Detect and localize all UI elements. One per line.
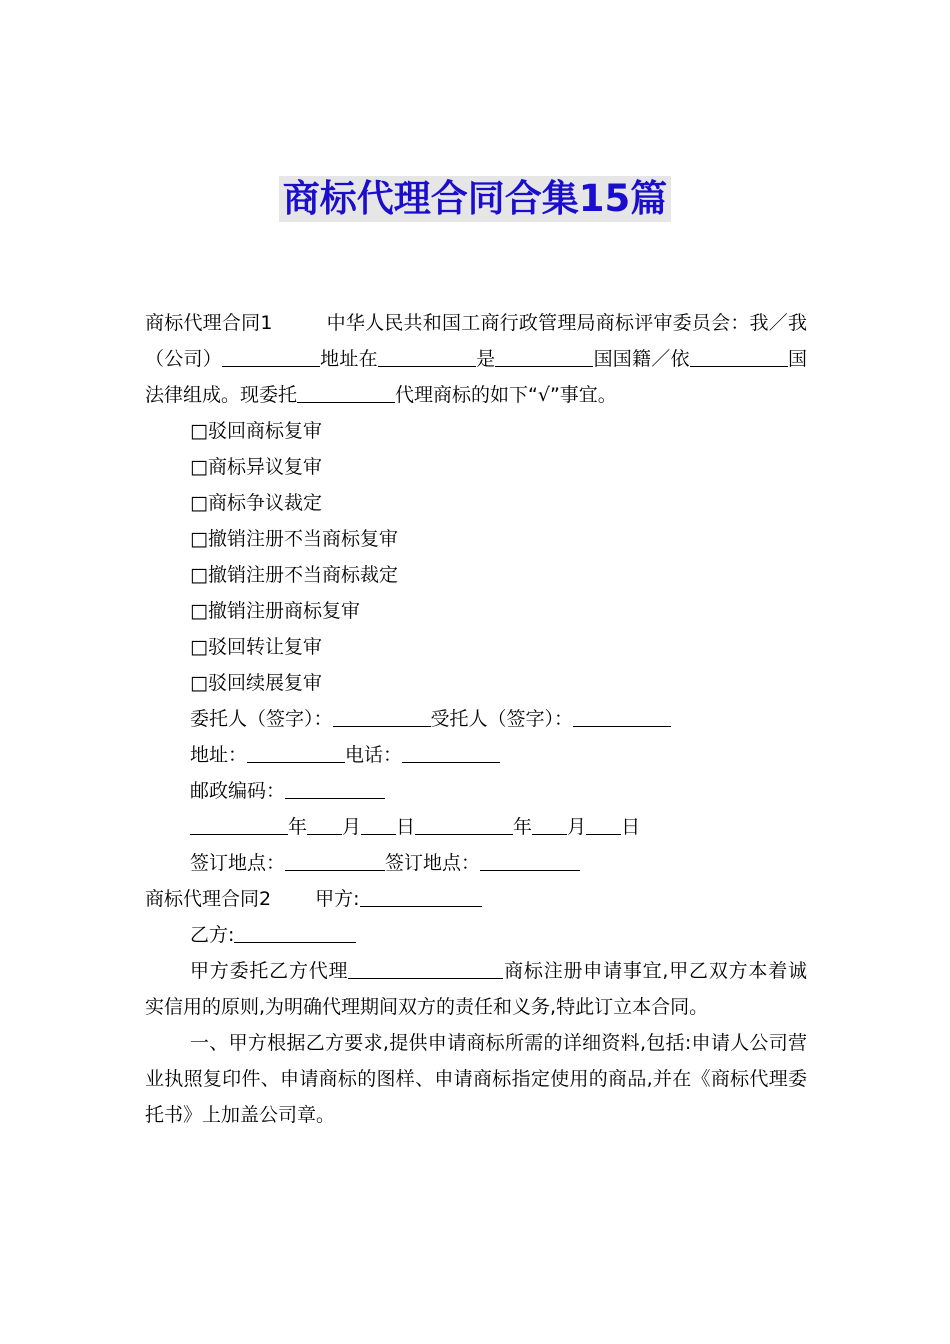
blank-line: [285, 851, 385, 871]
intro-text-a: 中华人民共和国工商行政管理局商标评审委员会：我／我（公司）: [145, 312, 807, 370]
place-label: 签订地点：: [190, 852, 286, 874]
checkbox-icon: □: [190, 528, 208, 550]
para1-text-b: 商标注册申请事宜,甲乙双方本着诚实信用的原则,为明确代理期间双方的责任和义务,特此订立本合同。: [145, 960, 807, 1018]
checkbox-label: 撤销注册不当商标复审: [207, 528, 398, 550]
blank-line: [247, 743, 345, 763]
contract1-heading: 商标代理合同1: [145, 312, 273, 334]
blank-line: [480, 851, 580, 871]
day-label: 日: [621, 816, 641, 838]
checkbox-label: 驳回转让复审: [207, 636, 322, 658]
contract1-intro: [145, 305, 807, 413]
blank-line: [402, 743, 500, 763]
checkbox-label: 商标异议复审: [207, 456, 322, 478]
document-title: 商标代理合同合集15篇: [279, 176, 672, 222]
address-label: 地址：: [190, 744, 248, 766]
month-label: 月: [342, 816, 362, 838]
date-line: [145, 809, 807, 845]
checkbox-label: 商标争议裁定: [207, 492, 322, 514]
signature-line: [145, 701, 807, 737]
party-b-label: 乙方:: [190, 924, 235, 946]
checkbox-icon: □: [190, 420, 208, 442]
checkbox-item: [145, 485, 807, 521]
blank-line: [190, 815, 288, 835]
contract2-paragraph-1: [145, 953, 807, 1025]
document-body: [145, 305, 807, 1133]
blank-line: [361, 815, 396, 835]
blank-line: [415, 815, 513, 835]
checkbox-item: [145, 665, 807, 701]
contract2-paragraph-2: 一、甲方根据乙方要求,提供申请商标所需的详细资料,包括:申请人公司营业执照复印件、申请商标的图样、申请商标指定使用的商品,并在《商标代理委托书》上加盖公司章。: [145, 1032, 807, 1126]
checkbox-label: 驳回商标复审: [207, 420, 322, 442]
blank-line: [234, 923, 356, 943]
checkbox-icon: □: [190, 492, 208, 514]
blank-line: [360, 887, 482, 907]
para1-text-a: 甲方委托乙方代理: [190, 960, 349, 982]
postal-label: 邮政编码：: [190, 780, 286, 802]
blank-line: [690, 347, 788, 367]
title-container: [0, 176, 950, 222]
intro-text-b: 地址在: [319, 348, 378, 370]
checkbox-icon: □: [190, 636, 208, 658]
intro-text-d: 国国籍／依: [593, 348, 690, 370]
blank-line: [348, 959, 503, 979]
blank-line: [333, 707, 431, 727]
blank-line: [297, 383, 395, 403]
checkbox-icon: □: [190, 564, 208, 586]
checkbox-label: 驳回续展复审: [207, 672, 322, 694]
checkbox-item: [145, 449, 807, 485]
checkbox-icon: □: [190, 600, 208, 622]
checkbox-item: [145, 413, 807, 449]
agent-sign-label: 受托人（签字）：: [430, 708, 574, 730]
blank-line: [532, 815, 567, 835]
blank-line: [307, 815, 342, 835]
month-label: 月: [567, 816, 587, 838]
place-line: [145, 845, 807, 881]
blank-line: [378, 347, 476, 367]
checkbox-icon: □: [190, 672, 208, 694]
contract2-heading: 商标代理合同2: [145, 888, 272, 910]
place-label: 签订地点：: [385, 852, 481, 874]
checkbox-label: 撤销注册商标复审: [207, 600, 360, 622]
phone-label: 电话：: [345, 744, 403, 766]
party-a-label: 甲方:: [315, 888, 360, 910]
party-b-line: [145, 917, 807, 953]
intro-text-e: 国法律组成。现委托: [145, 348, 807, 406]
intro-text-c: 是: [475, 348, 496, 370]
checkbox-label: 撤销注册不当商标裁定: [207, 564, 398, 586]
address-line: [145, 737, 807, 773]
checkbox-item: [145, 521, 807, 557]
blank-line: [222, 347, 320, 367]
contract2-header: [145, 881, 807, 917]
blank-line: [285, 779, 385, 799]
blank-line: [573, 707, 671, 727]
intro-text-f: 代理商标的如下“√”事宜。: [395, 384, 617, 406]
checkbox-item: [145, 557, 807, 593]
year-label: 年: [288, 816, 308, 838]
postal-line: [145, 773, 807, 809]
day-label: 日: [396, 816, 416, 838]
checkbox-item: [145, 593, 807, 629]
checkbox-icon: □: [190, 456, 208, 478]
blank-line: [586, 815, 621, 835]
client-sign-label: 委托人（签字）：: [190, 708, 333, 730]
year-label: 年: [513, 816, 533, 838]
checkbox-item: [145, 629, 807, 665]
blank-line: [495, 347, 593, 367]
